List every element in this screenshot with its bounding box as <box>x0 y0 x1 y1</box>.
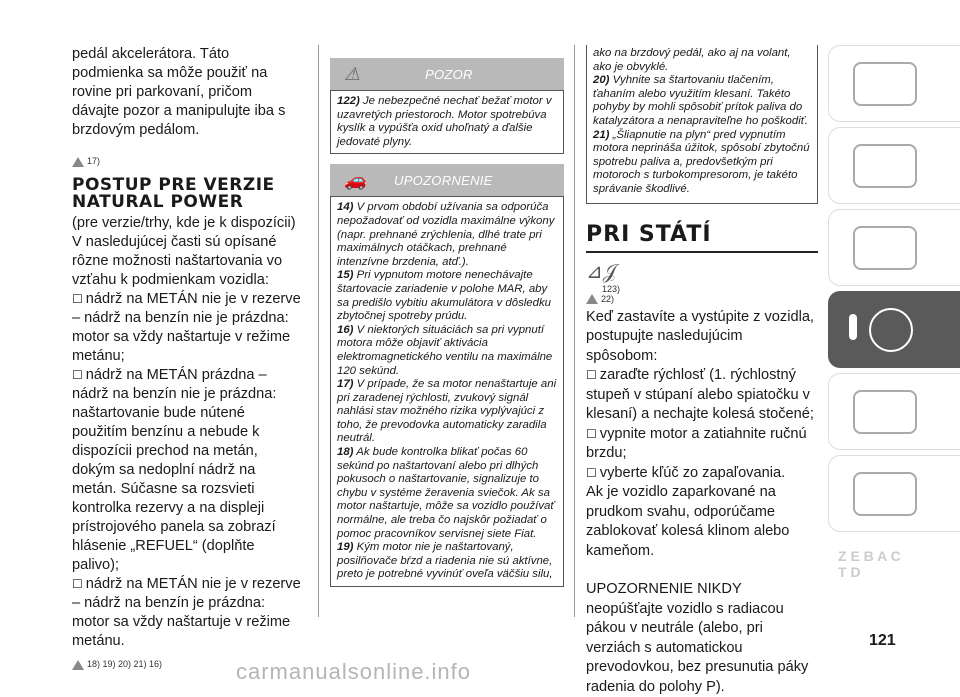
note-item: 21) „Šliapnutie na plyn“ pred vypnutím motora neprináša úžitok, spôsobí zbytočnú spotrebu paliva a, predovšetkým pri motoroch s turbokompresorom, je takéto správanie škodlivé. <box>593 128 810 195</box>
upozornenie-box <box>330 196 564 587</box>
airbag-seat-icon <box>853 226 917 270</box>
tab-safety[interactable] <box>828 127 960 204</box>
continued-text: ako na brzdový pedál, ako aj na volant, ako je obvyklé. <box>593 47 791 73</box>
key-icon <box>849 314 857 340</box>
car-caution-icon: 🚗 <box>344 170 367 191</box>
page-number: 121 <box>869 632 896 649</box>
note-item: 19) Kým motor nie je naštartovaný, posilňovače bŕzd a riadenia nie sú aktívne, preto je potrebné vyvinúť oveľa väčšiu silu, <box>337 541 553 581</box>
note-item: 15) Pri vypnutom motore nenechávajte štartovacie zariadenie v polohe MAR, aby sa predišlo vybitiu akumulátora v dôsledku zbytočnej spotreby prúdu. <box>337 269 552 323</box>
car-dashboard-icon <box>853 62 917 106</box>
bullet-item: ☐ vypnite motor a zatiahnite ručnú brzdu; <box>586 425 818 464</box>
bullet-item: ☐ nádrž na METÁN prázdna – nádrž na benzín nie je prázdna: naštartovanie bude nútené použitím benzínu a nebude k dispozícii prechod na metán, dokým sa nedoplní nádrž na metán. Súčasne sa rozsvieti kontrolka rezervy a na displeji prístrojového panela sa zobrazí hlásenie „REFUEL“ (doplňte palivo); <box>72 366 302 575</box>
bullet-item: ☐ vyberte kľúč zo zapaľovania. <box>586 464 818 484</box>
warning-icon <box>586 294 598 304</box>
warning-icon <box>72 157 84 167</box>
car-roadside-icon <box>853 472 917 516</box>
warning-item: 122) Je nebezpečné nechať bežať motor v uzavretých priestoroch. Motor spotrebúva kyslík a vypúšťa oxid uhoľnatý a ďalšie jedovaté plyny. <box>337 95 552 148</box>
index-letters: Z E B A C T D <box>838 548 901 580</box>
section-heading: PRI STÁTÍ <box>586 221 712 247</box>
tab-emergency[interactable] <box>828 455 960 532</box>
pozor-header: ⚠ POZOR <box>330 58 564 90</box>
warning-triangle-icon: ⚠ <box>344 64 361 84</box>
tab-maintenance[interactable] <box>828 373 960 450</box>
tab-airbag[interactable] <box>828 209 960 286</box>
tab-starting-driving[interactable] <box>828 291 960 368</box>
column-2 <box>330 58 564 587</box>
lead-paragraph: Keď zastavíte a vystúpite z vozidla, postupujte nasledujúcim spôsobom: <box>586 308 814 364</box>
body-paragraph: UPOZORNENIE NIKDY neopúšťajte vozidlo s radiacou pákou v neutrále (alebo, pri verziách s automatickou prevodovkou, bez presunutia páky radenia do polohy P). <box>586 581 809 695</box>
car-warning-icon <box>853 144 917 188</box>
note-item: 17) V prípade, že sa motor nenaštartuje ani pri zaradenej rýchlosti, zvukový signál nahlási stav možného rizika vyplývajúci z toho, že prevodovka automaticky zaradila neutrál. <box>337 378 557 445</box>
reference-marker: 22) <box>586 294 818 304</box>
intro-paragraph: pedál akcelerátora. Táto podmienka sa môže použiť na rovine pri parkovaní, pričom dávajte pozor a manipulujte iba s brzdovým pedálom. <box>72 46 286 138</box>
note-item: 14) V prvom období užívania sa odporúča nepožadovať od vozidla maximálne výkony (napr. prehnané zrýchlenia, dlhé trate pri maximálnych otáčkach, prehnané intenzívne brzdenia, atď.). <box>337 201 555 268</box>
steering-wheel-icon <box>869 308 913 352</box>
column-divider <box>318 45 319 617</box>
section-heading: POSTUP PRE VERZIE NATURAL POWER <box>72 175 275 212</box>
tools-icon <box>853 390 917 434</box>
column-3 <box>586 45 818 697</box>
bullet-item: ☐ nádrž na METÁN nie je v rezerve – nádrž na benzín je prázdna: motor sa vždy naštartuje v režime metánu. <box>72 575 302 651</box>
note-item: 20) Vyhnite sa štartovaniu tlačením, ťahaním alebo využitím klesaní. Takéto pohyby by mohli spôsobiť prítok paliva do katalyzátora a nenapraviteľne ho poškodiť. <box>593 74 808 127</box>
upozornenie-header: 🚗 UPOZORNENIE <box>330 164 564 196</box>
warning-icon <box>72 660 84 670</box>
note-item: 18) Ak bude kontrolka blikať počas 60 sekúnd po naštartovaní alebo pri dlhých pokusoch o naštartovanie, signalizuje to chybu v systéme žeravenia sviečok. Ak sa motor naštartuje, môže sa vozidlo používať normálne, ale treba čo najskôr požiadať o pomoc pracovníkov servisnej siete Fiat. <box>337 446 555 540</box>
column-divider <box>574 45 575 617</box>
note-item: 16) V niektorých situáciách sa pri vypnutí motora môže objaviť aktivácia elektromagnetického ventilu na maximálne 120 sekúnd. <box>337 323 553 377</box>
heading-rule <box>586 251 818 253</box>
pozor-box <box>330 90 564 154</box>
chapter-tabs <box>828 45 960 537</box>
reference-marker: 17) <box>72 152 302 171</box>
column-1 <box>72 45 302 674</box>
glow-plug-icon: ⊿𝒥 <box>586 260 617 283</box>
continued-note-box <box>586 45 818 204</box>
lead-paragraph: V nasledujúcej časti sú opísané rôzne možnosti naštartovania vo vzťahu k podmienkam vozidla: <box>72 234 283 288</box>
reference-marker: 123) <box>602 283 621 294</box>
tab-dashboard[interactable] <box>828 45 960 122</box>
bullet-item: ☐ nádrž na METÁN nie je v rezerve – nádrž na benzín nie je prázdna: motor sa vždy naštartuje v režime metánu; <box>72 290 302 366</box>
bullet-item: ☐ zaraďte rýchlosť (1. rýchlostný stupeň v stúpaní alebo spiatočku v klesaní) a nechajte kolesá stočené; <box>586 366 818 425</box>
availability-note: (pre verzie/trhy, kde je k dispozícii) <box>72 215 296 231</box>
reference-list: 18) 19) 20) 21) 16) <box>72 655 302 674</box>
body-paragraph: Ak je vozidlo zaparkované na prudkom svahu, odporúčame zablokovať kolesá klinom alebo kameňom. <box>586 484 790 559</box>
watermark: carmanualsonline.info <box>236 659 472 684</box>
